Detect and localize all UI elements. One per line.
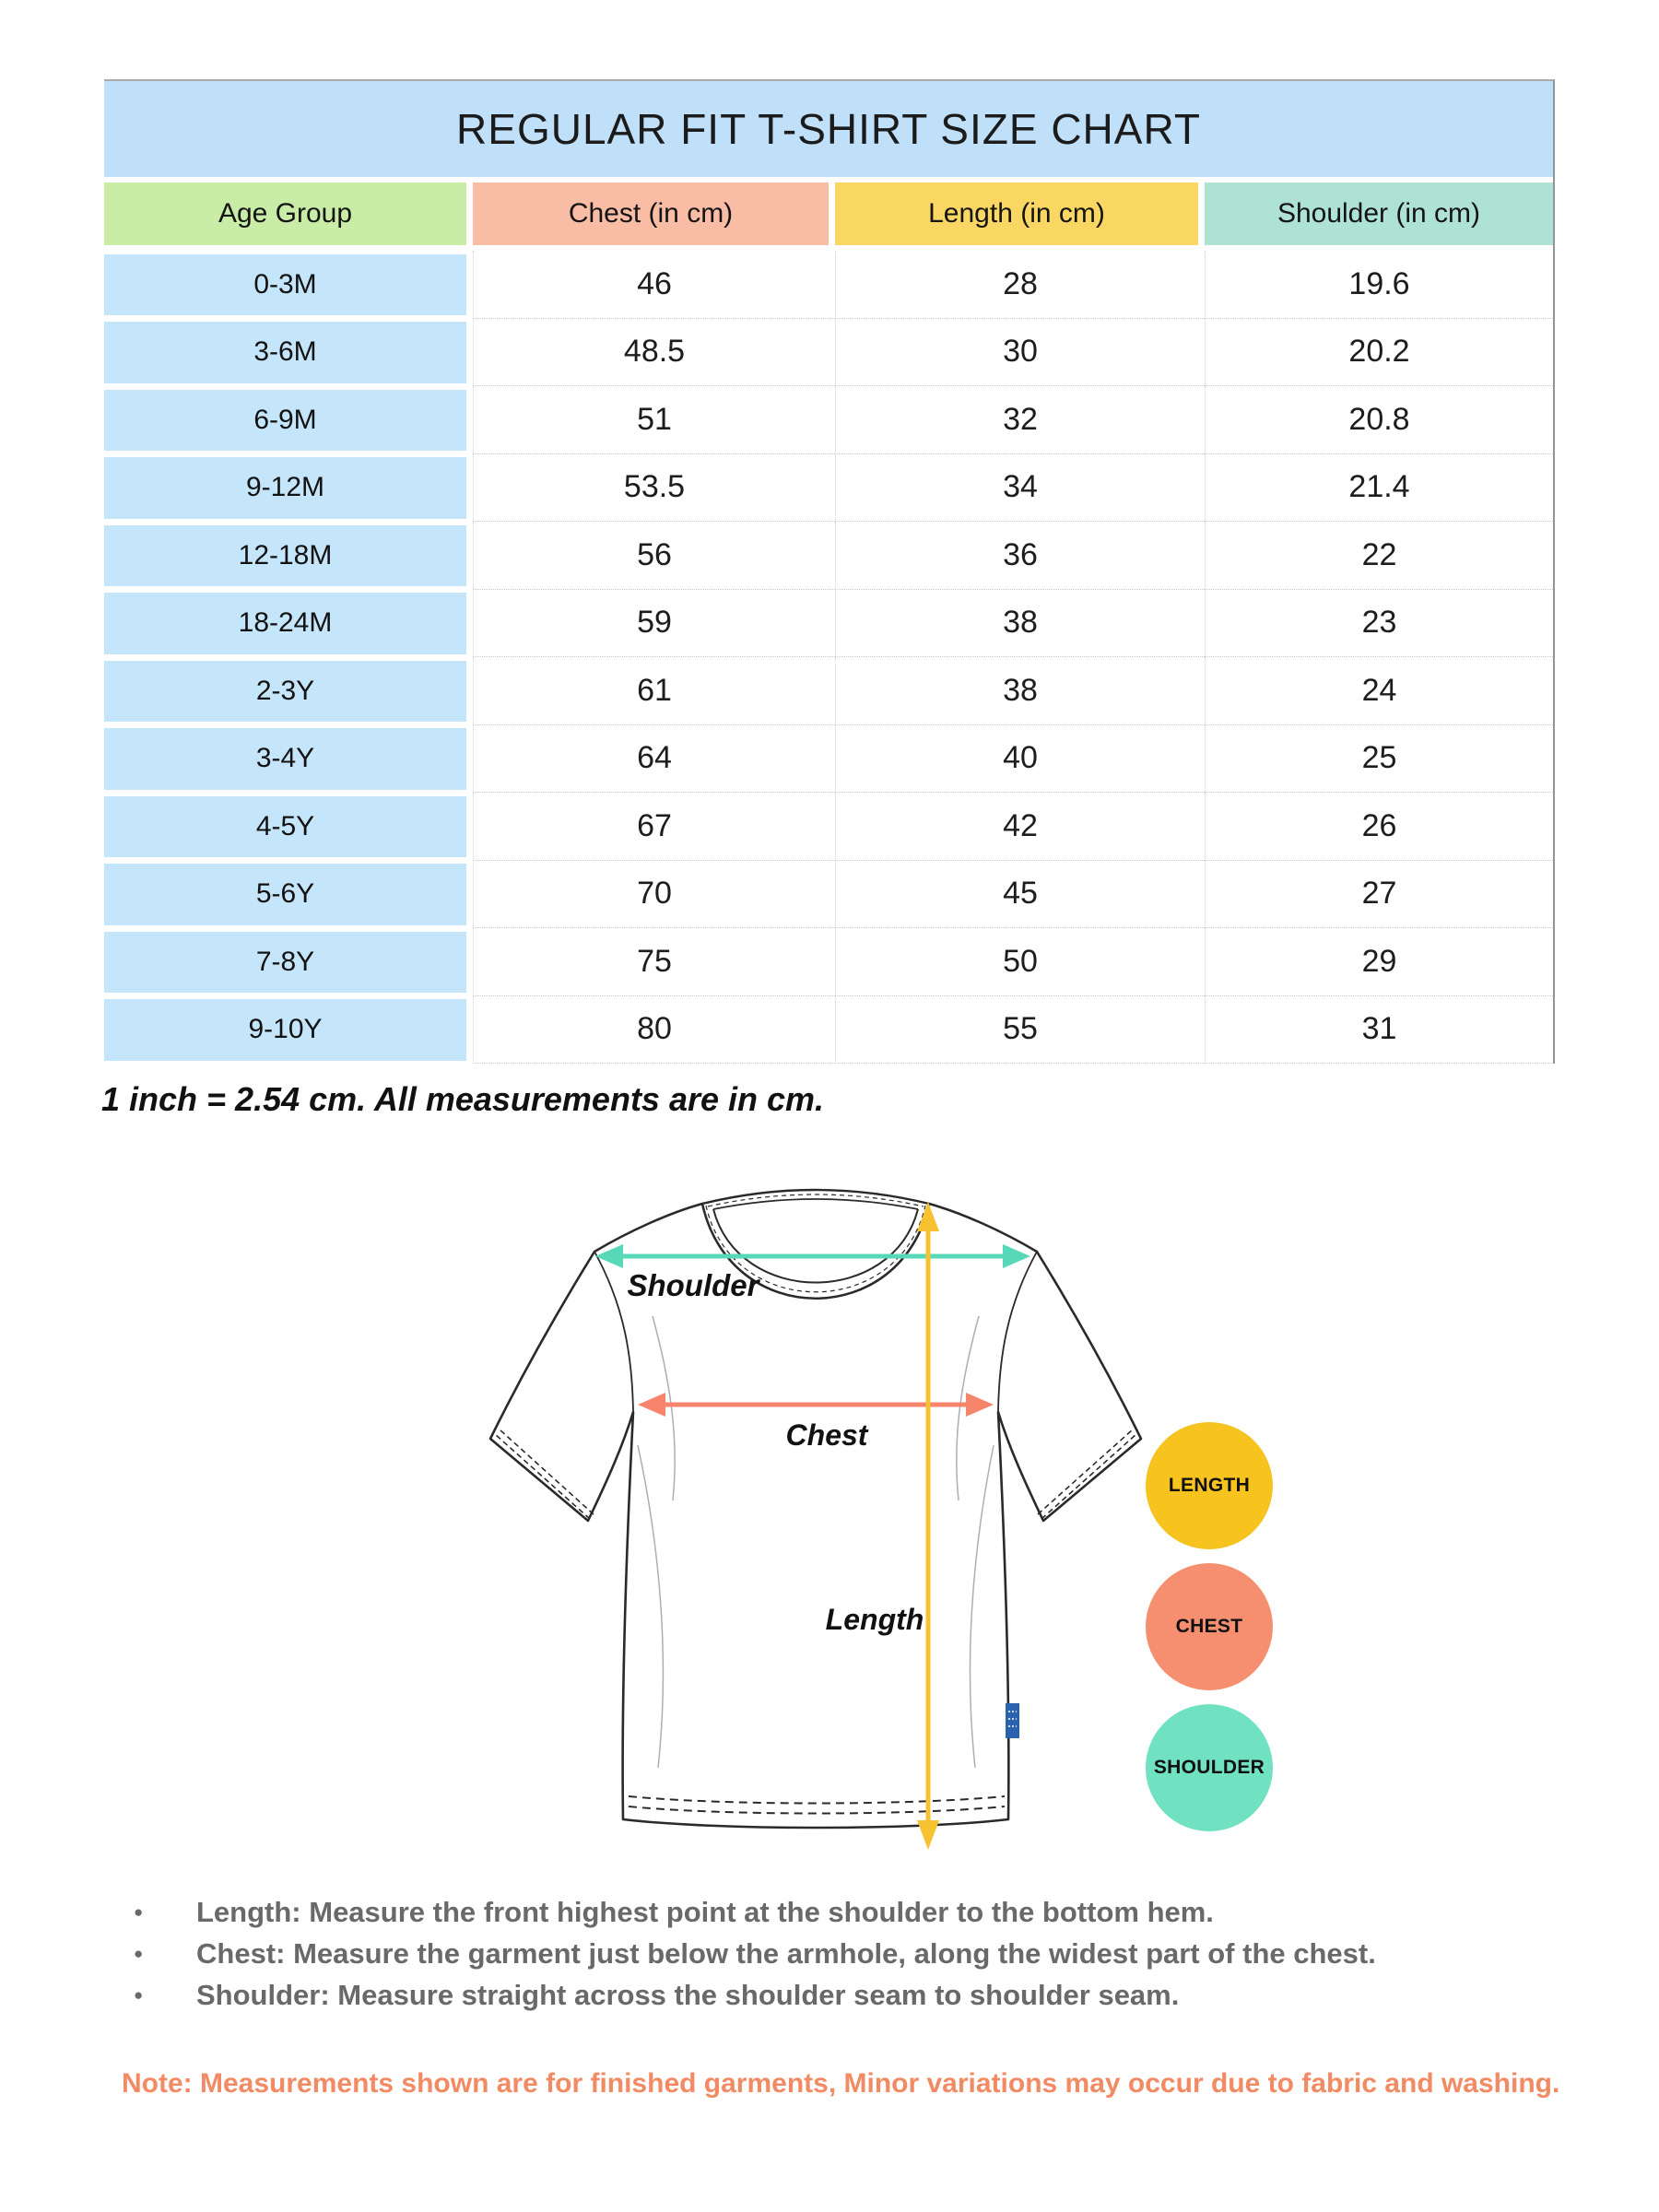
age-cell: 3-4Y [104,728,466,790]
table-row [104,725,1553,794]
legend-label-shoulder: SHOULDER [1153,1757,1265,1778]
table-row [104,590,1553,658]
chest-cell: 51 [473,386,835,454]
age-cell: 3-6M [104,322,466,383]
instruction-shoulder [134,1974,1376,2016]
column-header-chest: Chest (in cm) [473,182,829,245]
shoulder-cell: 23 [1205,590,1553,658]
chest-cell: 46 [473,251,835,319]
conversion-note: 1 inch = 2.54 cm. All measurements are in cm. [101,1080,825,1118]
age-cell: 4-5Y [104,796,466,858]
column-header-age: Age Group [104,182,466,245]
chest-cell: 53.5 [473,454,835,523]
length-cell: 45 [835,861,1205,929]
shoulder-cell: 29 [1205,928,1553,996]
table-row [104,319,1553,387]
shoulder-cell: 27 [1205,861,1553,929]
table-row [104,793,1553,861]
length-cell: 42 [835,793,1205,861]
shoulder-cell: 20.8 [1205,386,1553,454]
table-row [104,996,1553,1065]
age-cell: 9-10Y [104,999,466,1061]
instruction-length [134,1891,1376,1933]
chest-cell: 75 [473,928,835,996]
chest-cell: 59 [473,590,835,658]
instruction-text: Chest: Measure the garment just below the armhole, along the widest part of the chest. [196,1936,1376,1970]
chest-cell: 64 [473,725,835,794]
age-cell: 2-3Y [104,661,466,723]
length-cell: 55 [835,996,1205,1065]
age-cell: 7-8Y [104,932,466,994]
table-row [104,522,1553,590]
length-cell: 36 [835,522,1205,590]
table-title: REGULAR FIT T-SHIRT SIZE CHART [104,81,1553,177]
table-body [104,251,1553,1064]
age-cell: 9-12M [104,457,466,519]
instruction-text: Length: Measure the front highest point at the shoulder to the bottom hem. [196,1895,1214,1928]
legend-label-length: LENGTH [1168,1475,1251,1496]
table-row [104,861,1553,929]
shoulder-cell: 21.4 [1205,454,1553,523]
bullet-icon: ● [134,1902,144,1921]
length-cell: 28 [835,251,1205,319]
bottom-note: Note: Measurements shown are for finished garments, Minor variations may occur due to fabric and washing. [122,2068,1560,2099]
legend-circle-chest [1146,1563,1273,1690]
age-cell: 12-18M [104,525,466,587]
length-cell: 38 [835,657,1205,725]
brand-tag [1006,1703,1019,1738]
shoulder-cell: 31 [1205,996,1553,1065]
length-cell: 32 [835,386,1205,454]
bullet-icon: ● [134,1985,144,2004]
table-row [104,454,1553,523]
column-header-length: Length (in cm) [835,182,1198,245]
length-cell: 38 [835,590,1205,658]
chest-diagram-label: Chest [785,1418,868,1452]
table-row [104,657,1553,725]
age-cell: 5-6Y [104,864,466,925]
shoulder-cell: 20.2 [1205,319,1553,387]
size-chart-table [104,79,1555,1064]
chest-cell: 48.5 [473,319,835,387]
tshirt-diagram [396,1169,1152,1869]
length-cell: 30 [835,319,1205,387]
age-cell: 18-24M [104,593,466,654]
chest-cell: 80 [473,996,835,1065]
instruction-text: Shoulder: Measure straight across the shoulder seam to shoulder seam. [196,1978,1180,2011]
table-row [104,251,1553,319]
table-row [104,928,1553,996]
legend-label-chest: CHEST [1175,1616,1243,1637]
length-diagram-label: Length [825,1603,924,1636]
shoulder-cell: 25 [1205,725,1553,794]
age-cell: 6-9M [104,390,466,452]
measurement-instructions [134,1891,1376,2016]
length-cell: 40 [835,725,1205,794]
shoulder-cell: 26 [1205,793,1553,861]
instruction-chest [134,1933,1376,1974]
chest-cell: 67 [473,793,835,861]
chest-cell: 56 [473,522,835,590]
length-cell: 50 [835,928,1205,996]
shoulder-cell: 19.6 [1205,251,1553,319]
chest-cell: 61 [473,657,835,725]
table-row [104,386,1553,454]
bullet-icon: ● [134,1944,144,1962]
legend-circle-length [1146,1422,1273,1549]
length-cell: 34 [835,454,1205,523]
shoulder-cell: 22 [1205,522,1553,590]
tshirt-outline [490,1204,1141,1828]
age-cell: 0-3M [104,254,466,316]
table-header-row [104,182,1553,245]
legend-circle-shoulder [1146,1704,1273,1831]
chest-cell: 70 [473,861,835,929]
shoulder-diagram-label: Shoulder [627,1268,759,1302]
column-header-shoulder: Shoulder (in cm) [1205,182,1553,245]
shoulder-cell: 24 [1205,657,1553,725]
